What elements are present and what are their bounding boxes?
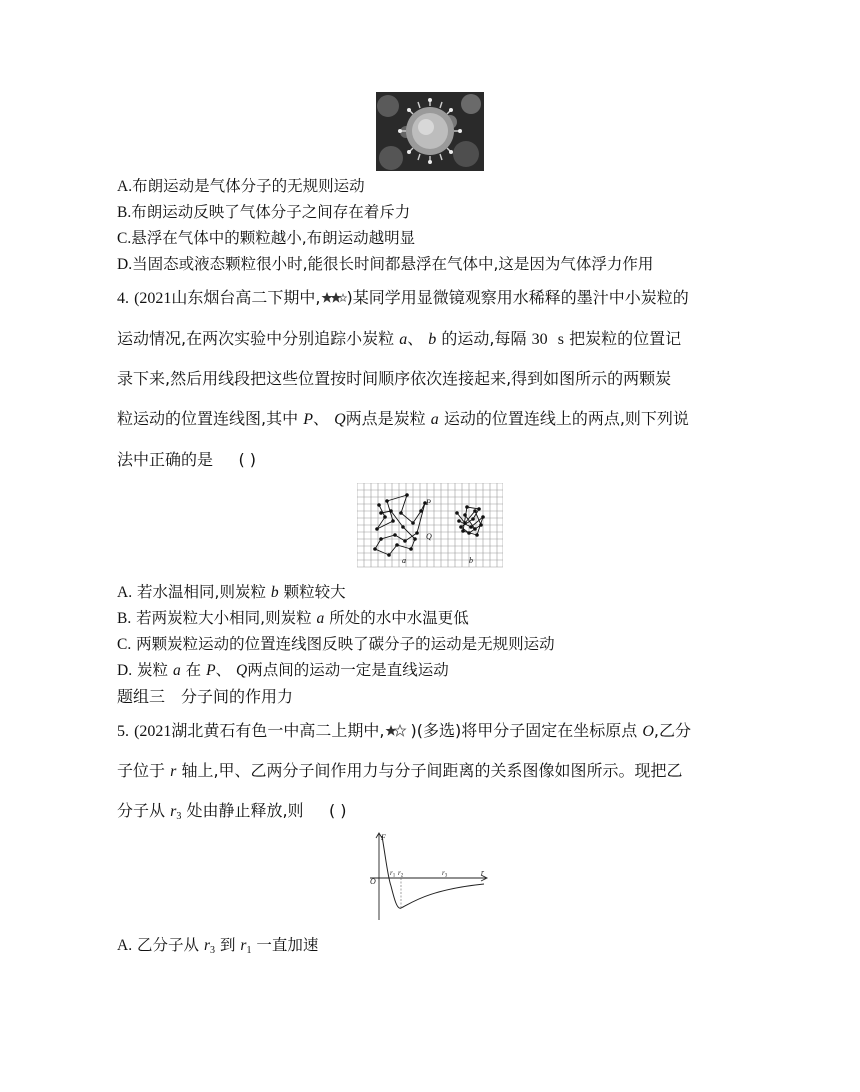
q3-option-c: C.悬浮在气体中的颗粒越小,布朗运动越明显 [117, 229, 416, 247]
q4-line-2: 运动情况,在两次实验中分别追踪小炭粒 a、 b 的运动,每隔 30 s 把炭粒的位置记 [117, 329, 682, 348]
label-a: a [402, 556, 406, 565]
q4-line-1: 4. (2021山东烟台高二下期中, )某同学用显微镜观察用水稀释的墨汁中小炭粒的 [117, 288, 689, 307]
section-title: 题组三 分子间的作用力 [117, 687, 294, 706]
difficulty-stars-icon [385, 724, 411, 738]
svg-text:r2: $r_2$ [398, 869, 404, 879]
q5-line-1: 5. (2021湖北黄石有色一中高二上期中, )(多选)将甲分子固定在坐标原点 O,乙分 [117, 721, 692, 740]
q4-line-3: 录下来,然后用线段把这些位置按时间顺序依次连接起来,得到如图所示的两颗炭 [117, 369, 672, 388]
q5-number: 5. [117, 723, 129, 740]
q3-option-b: B.布朗运动反映了气体分子之间存在着斥力 [117, 203, 411, 221]
label-P: P [426, 498, 431, 507]
q4-line-5: 法中正确的是 ( ) [117, 450, 257, 469]
answer-blank: ( ) [328, 801, 347, 820]
q4-line-4: 粒运动的位置连线图,其中 P、 Q两点是炭粒 a 运动的位置连线上的两点,则下列说 [117, 409, 689, 428]
q3-option-a: A.布朗运动是气体分子的无规则运动 [117, 177, 365, 195]
svg-text:r1: $r_1$ [390, 869, 396, 879]
svg-text:O: O [370, 877, 376, 886]
q4-option-b: B. 若两炭粒大小相同,则炭粒 a 所处的水中水温更低 [117, 609, 469, 627]
force-distance-graph [366, 830, 490, 922]
difficulty-stars-icon [321, 291, 347, 305]
svg-text:F: F [381, 833, 386, 842]
virus-photo [376, 92, 484, 171]
brownian-trajectory-figure [357, 483, 503, 568]
q3-option-d: D.当固态或液态颗粒很小时,能很长时间都悬浮在气体中,这是因为气体浮力作用 [117, 255, 654, 273]
q5-line-2: 子位于 r 轴上,甲、乙两分子间作用力与分子间距离的关系图像如图所示。现把乙 [117, 761, 683, 780]
label-Q: Q [426, 532, 432, 541]
q4-option-d: D. 炭粒 a 在 P、 Q两点间的运动一定是直线运动 [117, 661, 449, 679]
svg-text:r3: $r_3$ [442, 869, 448, 879]
q5-option-a: A. 乙分子从 $r_3$ 到 $r_1$ 一直加速 [117, 936, 319, 956]
answer-blank: ( ) [238, 450, 257, 469]
q4-option-a: A. 若水温相同,则炭粒 b 颗粒较大 [117, 583, 346, 601]
q4-option-c: C. 两颗炭粒运动的位置连线图反映了碳分子的运动是无规则运动 [117, 635, 555, 653]
q4-number: 4. [117, 290, 129, 307]
label-b: b [469, 556, 473, 565]
svg-text:r: r [481, 868, 485, 877]
q5-line-3: 分子从 $r_3$ 处由静止释放,则 ( ) [117, 801, 347, 822]
